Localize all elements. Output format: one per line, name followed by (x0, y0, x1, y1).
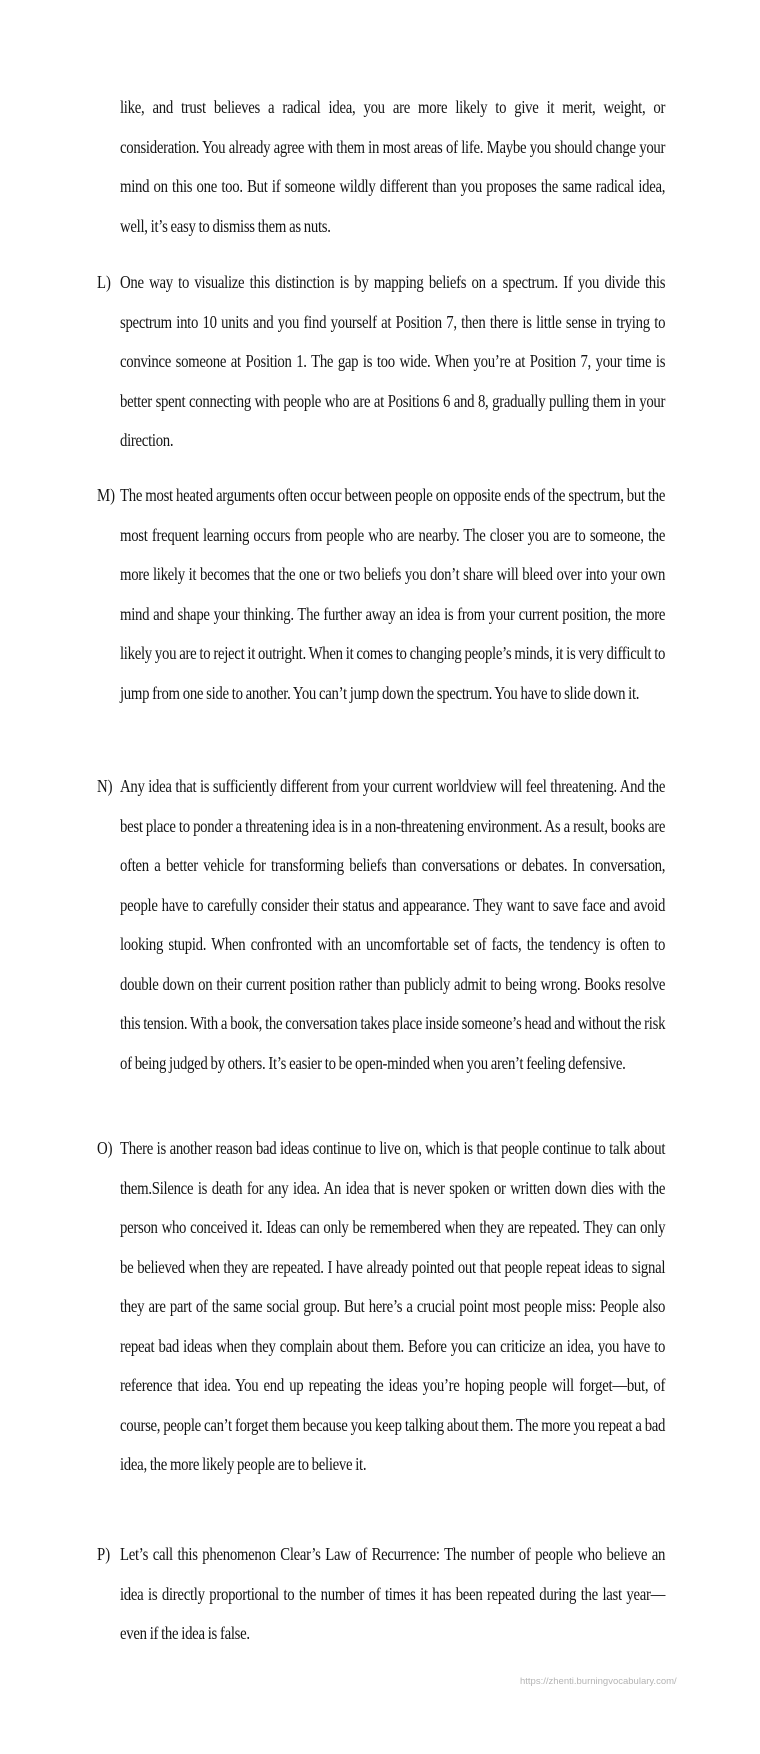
paragraph-label: N) (97, 776, 113, 796)
paragraph-text: like, and trust believes a radical idea, you are more likely to give it merit, weight, or consideration. You already agree with them in most areas of life. Maybe you should change your mind on this one too. But if someone wildly different than you proposes the same radical idea, well, it’s easy to dismiss them as nuts. (120, 97, 666, 236)
paragraph-label: L) (97, 272, 111, 292)
paragraph-label: M) (97, 485, 116, 505)
paragraph-text: There is another reason bad ideas continue to live on, which is that people continue to talk about them.Silence is death for any idea. An idea that is never spoken or written down dies with the person who conceived it. Ideas can only be remembered when they are repeated. They can only be believed when they are repeated. I have already pointed out that people repeat ideas to signal they are part of the same social group. But here’s a crucial point most people miss: People also repeat bad ideas when they complain about them. Before you can criticize an idea, you have to reference that idea. You end up repeating the ideas you’re hoping people will forget—but, of course, people can’t forget them because you keep talking about them. The more you repeat a bad idea, the more likely people are to believe it. (120, 1138, 666, 1474)
paragraph-label: P) (97, 1544, 111, 1564)
footer-url: https://zhenti.burningvocabulary.com/ (520, 1676, 677, 1687)
paragraph-text: Let’s call this phenomenon Clear’s Law of Recurrence: The number of people who believe an idea is directly proportional to the number of times it has been repeated during the last year—even if the idea is false. (120, 1544, 666, 1643)
paragraph-label: O) (97, 1138, 113, 1158)
paragraph-text: Any idea that is sufficiently different from your current worldview will feel threatening. And the best place to ponder a threatening idea is in a non-threatening environment. As a result, books are often a better vehicle for transforming beliefs than conversations or debates. In conversation, people have to carefully consider their status and appearance. They want to save face and avoid looking stupid. When confronted with an uncomfortable set of facts, the tendency is often to double down on their current position rather than publicly admit to being wrong. Books resolve this tension. With a book, the conversation takes place inside someone’s head and without the risk of being judged by others. It’s easier to be open-minded when you aren’t feeling defensive. (120, 776, 666, 1073)
paragraph-text: One way to visualize this distinction is by mapping beliefs on a spectrum. If you divide this spectrum into 10 units and you find yourself at Position 7, then there is little sense in trying to convince someone at Position 1. The gap is too wide. When you’re at Position 7, your time is better spent connecting with people who are at Positions 6 and 8, gradually pulling them in your direction. (120, 272, 666, 450)
paragraph-text: The most heated arguments often occur between people on opposite ends of the spectrum, but the most frequent learning occurs from people who are nearby. The closer you are to someone, the more likely it becomes that the one or two beliefs you don’t share will bleed over into your own mind and shape your thinking. The further away an idea is from your current position, the more likely you are to reject it outright. When it comes to changing people’s minds, it is very difficult to jump from one side to another. You can’t jump down the spectrum. You have to slide down it. (120, 485, 666, 703)
